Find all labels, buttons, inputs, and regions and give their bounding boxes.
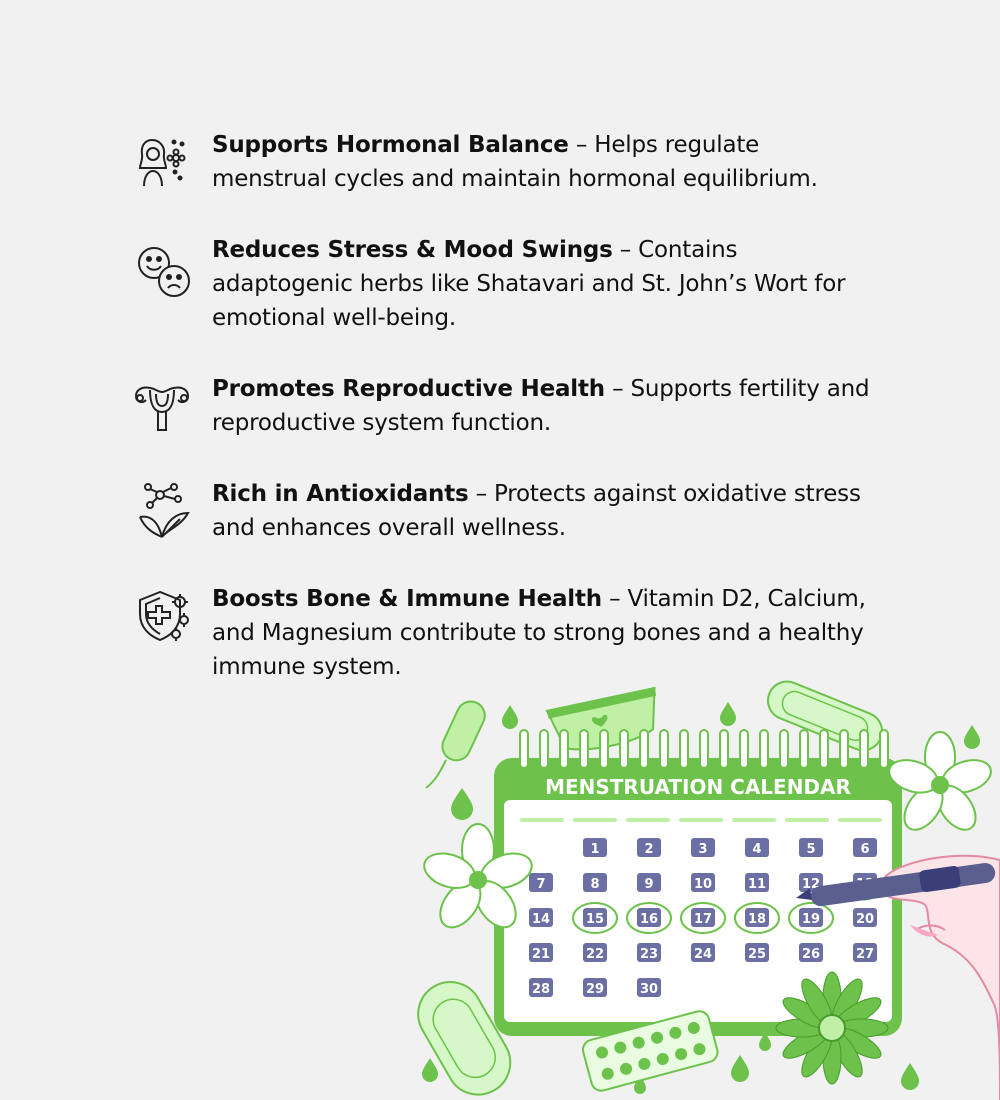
- calendar-day: [637, 838, 661, 857]
- benefit-text: [212, 128, 872, 196]
- calendar-day: [799, 838, 823, 857]
- benefit-separator: –: [568, 132, 595, 158]
- benefit-text: [212, 477, 872, 545]
- calendar-ring: [560, 730, 568, 768]
- calendar-day-number: 12: [801, 877, 821, 892]
- benefit-description: Supports fertility and reproductive system function.: [212, 376, 870, 436]
- benefit-separator: –: [601, 586, 628, 612]
- calendar-ring: [760, 730, 768, 768]
- calendar-ring: [580, 730, 588, 768]
- calendar-ring: [740, 730, 748, 768]
- calendar-day-number: 19: [801, 912, 821, 927]
- benefit-title: Promotes Reproductive Health: [212, 376, 605, 402]
- immune-shield-icon: [130, 582, 194, 646]
- calendar-day: [529, 943, 553, 962]
- calendar-dash: [679, 818, 723, 822]
- calendar-ring: [780, 730, 788, 768]
- calendar-ring: [640, 730, 648, 768]
- benefit-title: Rich in Antioxidants: [212, 481, 469, 507]
- calendar-ring: [820, 730, 828, 768]
- calendar-ring: [540, 730, 548, 768]
- calendar-day-number: 22: [585, 947, 605, 962]
- calendar-dash: [626, 818, 670, 822]
- calendar-day-number: 17: [693, 912, 713, 927]
- calendar-dash: [573, 818, 617, 822]
- benefit-title: Boosts Bone & Immune Health: [212, 586, 602, 612]
- woman-hormone-icon: [130, 128, 194, 192]
- benefit-description: Helps regulate menstrual cycles and maintain hormonal equilibrium.: [212, 132, 818, 192]
- tampon-decoration: [426, 697, 489, 788]
- calendar-day-number: 11: [747, 877, 767, 892]
- calendar-dash: [732, 818, 776, 822]
- calendar-day: [691, 943, 715, 962]
- benefit-separator: –: [468, 481, 495, 507]
- calendar-ring: [680, 730, 688, 768]
- calendar-day: [637, 978, 661, 997]
- calendar-dash: [838, 818, 882, 822]
- calendar-ring: [520, 730, 528, 768]
- calendar-day: [637, 873, 661, 892]
- calendar-day: [583, 873, 607, 892]
- calendar-day-number: 30: [639, 982, 659, 997]
- calendar-ring: [880, 730, 888, 768]
- calendar-day-number: 7: [536, 877, 546, 892]
- benefit-description: Contains adaptogenic herbs like Shatavari and St. John’s Wort for emotional well-being.: [212, 237, 846, 331]
- calendar-day-number: 24: [693, 947, 713, 962]
- calendar-day-number: 23: [639, 947, 659, 962]
- benefit-text: [212, 582, 872, 684]
- calendar-day-number: 1: [590, 842, 600, 857]
- calendar-day: [637, 943, 661, 962]
- calendar-dash: [520, 818, 564, 822]
- calendar-day: [799, 943, 823, 962]
- benefit-text: [212, 372, 872, 440]
- calendar-day: [745, 943, 769, 962]
- calendar-ring: [600, 730, 608, 768]
- benefit-description: Vitamin D2, Calcium, and Magnesium contribute to strong bones and a healthy immune system.: [212, 586, 866, 680]
- calendar-day: [745, 838, 769, 857]
- calendar-day-number: 5: [806, 842, 816, 857]
- calendar-day: [529, 908, 553, 927]
- calendar-day-number: 27: [855, 947, 875, 962]
- menstruation-calendar-illustration: [400, 680, 1000, 1100]
- benefit-title: Reduces Stress & Mood Swings: [212, 237, 613, 263]
- calendar-day: [853, 908, 877, 927]
- calendar-dash: [785, 818, 829, 822]
- calendar-ring: [700, 730, 708, 768]
- benefit-title: Supports Hormonal Balance: [212, 132, 569, 158]
- calendar-day: [853, 838, 877, 857]
- calendar-day: [529, 873, 553, 892]
- calendar-day-number: 10: [693, 877, 713, 892]
- calendar-day-number: 16: [639, 912, 659, 927]
- calendar-ring: [840, 730, 848, 768]
- calendar-day-number: 25: [747, 947, 767, 962]
- calendar-day-number: 9: [644, 877, 654, 892]
- calendar-day: [529, 978, 553, 997]
- calendar-day: [691, 838, 715, 857]
- benefit-separator: –: [604, 376, 631, 402]
- calendar-ring: [620, 730, 628, 768]
- calendar-title: MENSTRUATION CALENDAR: [545, 775, 851, 799]
- calendar-ring: [800, 730, 808, 768]
- calendar-day: [745, 873, 769, 892]
- calendar-day: [853, 943, 877, 962]
- calendar-day-number: 21: [531, 947, 551, 962]
- calendar-day-number: 14: [531, 912, 551, 927]
- calendar-day-number: 15: [585, 912, 605, 927]
- calendar-ring: [660, 730, 668, 768]
- calendar-day-number: 6: [860, 842, 870, 857]
- calendar-day-number: 26: [801, 947, 821, 962]
- calendar-day: [691, 873, 715, 892]
- calendar-day-number: 20: [855, 912, 875, 927]
- calendar-day-number: 28: [531, 982, 551, 997]
- calendar-day-number: 2: [644, 842, 654, 857]
- calendar-day: [583, 838, 607, 857]
- benefit-separator: –: [612, 237, 639, 263]
- antioxidant-leaf-icon: [130, 477, 194, 541]
- benefit-text: [212, 233, 872, 335]
- benefit-description: Protects against oxidative stress and enhances overall wellness.: [212, 481, 861, 541]
- calendar-day-number: 3: [698, 842, 708, 857]
- calendar-day: [583, 943, 607, 962]
- calendar-dashes: [520, 818, 882, 822]
- uterus-icon: [130, 372, 194, 436]
- calendar-day-number: 4: [752, 842, 762, 857]
- calendar-day: [583, 978, 607, 997]
- calendar-day-number: 29: [585, 982, 605, 997]
- calendar-ring: [720, 730, 728, 768]
- calendar-day-number: 18: [747, 912, 767, 927]
- mood-faces-icon: [130, 233, 194, 297]
- calendar-day-number: 8: [590, 877, 600, 892]
- calendar-ring: [860, 730, 868, 768]
